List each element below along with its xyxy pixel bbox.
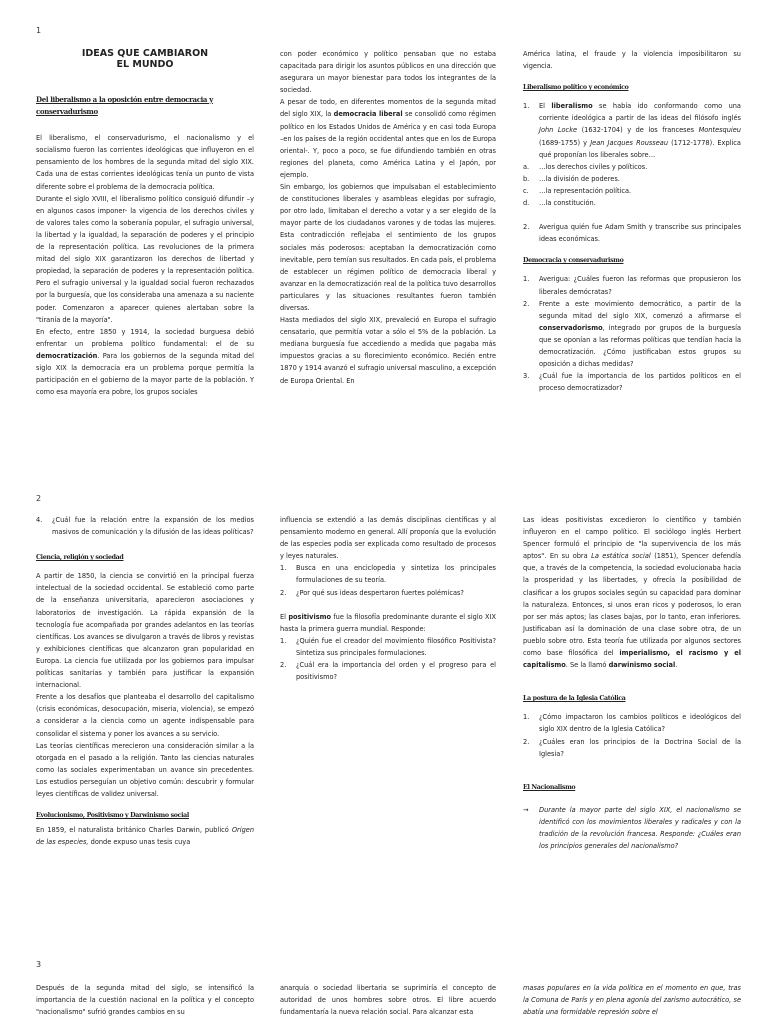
- question-list: [36, 514, 254, 538]
- paragraph: Hasta mediados del siglo XIX, prevaleció en Europa el sufragio censatario, que permitía votar a sólo el 5% de la población. La mediana burguesía fue accediendo a medida que pagaba más impuestos gracias a su florecimiento económico. Recién entre 1870 y 1914 avanzó el sufragio universal masculino, a excepción de Europa Oriental. En: [280, 316, 496, 385]
- text: Frente a este movimiento democrático, a partir de la segunda mitad del siglo XIX, comenzó a afirmarse el: [539, 299, 741, 320]
- list-item: [523, 185, 741, 197]
- question-number: 1.: [523, 275, 530, 284]
- italic-title: La estática social: [591, 552, 651, 561]
- page-title: [36, 48, 254, 70]
- paragraph: El liberalismo, el conservadurismo, el nacionalismo y el socialismo fueron las corrientes ideológicas que influyeron en el pensamiento de los hombres de la segunda mitad del siglo XIX. Cada una de estas corrientes ideológicas tenía un punto de vista diferente sobre el problema de la democracia política.: [36, 134, 254, 191]
- item-letter: d.: [523, 199, 530, 208]
- question-text: Averigua quién fue Adam Smith y transcribe sus principales ideas económicas.: [539, 223, 741, 244]
- section-heading: Evolucionismo, Positivismo y Darwinismo social: [36, 812, 189, 820]
- question: [280, 587, 496, 599]
- paragraph: influencia se extendió a las demás disciplinas científicas y al pensamiento moderno en general. Allí proponía que la evolución de las especies podía ser explicada como resultado de procesos y leyes naturales.: [280, 516, 496, 561]
- item-letter: a.: [523, 162, 530, 171]
- item-text: …los derechos civiles y políticos.: [539, 162, 648, 171]
- paragraph: [36, 824, 254, 848]
- question: [523, 736, 741, 760]
- question-text: ¿Cuál fue la importancia de los partidos políticos en el proceso democratizador?: [539, 372, 741, 393]
- question-number: 3.: [523, 372, 530, 381]
- arrow-icon: →: [523, 805, 529, 814]
- question-number: 1.: [523, 102, 530, 111]
- question-number: 2.: [523, 223, 530, 232]
- question-text: ¿Cómo impactaron los cambios políticos e ideológicos del siglo XIX dentro de la Iglesia Católica?: [539, 713, 741, 734]
- italic-name: Jean Jacques Rousseau: [590, 138, 669, 147]
- question: [523, 370, 741, 394]
- question-text: Busca en una enciclopedia y sintetiza los principales formulaciones de su teoría.: [296, 564, 496, 585]
- text: donde expuso unas tesis cuya: [88, 838, 191, 847]
- paragraph: masas populares en la vida política en el momento en que, tras la Comuna de París y en plena agonía del zarismo autocrático, se abatía una formidable represión sobre el: [523, 984, 741, 1017]
- question: [523, 298, 741, 371]
- italic-title: Origen de las especies,: [36, 826, 254, 847]
- question: [523, 273, 741, 297]
- question-list: [523, 711, 741, 759]
- question-text: Averigua: ¿Cuáles fueron las reformas que propusieron los liberales demócratas?: [539, 275, 741, 296]
- list-item: [523, 197, 741, 209]
- question-number: 1.: [280, 564, 287, 573]
- question-list: [280, 562, 496, 598]
- bold-term: democratización: [36, 351, 98, 360]
- page-number: 1: [36, 26, 42, 35]
- text: (1632-1704) y de los franceses: [577, 126, 699, 135]
- question-text: ¿Cuál fue la relación entre la expansión de los medios masivos de comunicación y la difusión de las ideas políticas?: [52, 516, 254, 537]
- page3-column-2: [280, 982, 496, 1018]
- text: (1851), Spencer defendía que, a través de la competencia, la sociedad evolucionaba hacia la prosperidad y las libertades, y ofrecía la posibilidad de clasificar a los grupos sociales según su capacidad para dominar la naturaleza. Entonces, si unos eran ricos y poderosos, lo eran por ser más aptos; las clases bajas, por lo tanto, eran inferiores. Justificaban así la dominación de una clase sobre otra, de un pueblo sobre otro. Esta teoría fue utilizada por algunos sectores como base filosófica del: [523, 552, 741, 658]
- paragraph: [36, 326, 254, 399]
- question-number: 1.: [523, 713, 530, 722]
- question: [280, 659, 496, 683]
- arrow-text: Durante la mayor parte del siglo XIX, el nacionalismo se identificó con los movimientos liberales y radicales y con la tradición de la revolución francesa. Responde: ¿Cuáles eran los principios generales del nacionalismo?: [539, 805, 741, 851]
- question-list: [523, 273, 741, 394]
- paragraph: Sin embargo, los gobiernos que impulsaban el establecimiento de constituciones liberales y asambleas elegidas por sufragio, por otro lado, limitaban el derecho a votar y a ser elegido de la mayor parte de los ciudadanos varones y de todas las mujeres. Esta contradicción reflejaba el sentimiento de los grupos sociales más poderosos: aceptaban la democratización como inevitable, pero temían sus resultados. En cada país, el problema de establecer un régimen político de democracia liberal y avanzar en la democratización real de la política tuvo desarrollos particulares y las situaciones resultantes fueron también diversas.: [280, 183, 496, 312]
- text: (1712-1778). Explica qué proponían los liberales sobre…: [539, 138, 741, 159]
- page-number: 3: [36, 960, 42, 969]
- list-item: [523, 161, 741, 173]
- italic-name: Montesquieu: [698, 126, 741, 135]
- title-line-2: EL MUNDO: [116, 59, 174, 70]
- text: .: [675, 661, 678, 670]
- question-number: 2.: [280, 661, 287, 670]
- text: En efecto, entre 1850 y 1914, la sociedad burguesa debió enfrentar un problema político fundamental: el de su: [36, 327, 254, 348]
- section-heading: Liberalismo político y económico: [523, 84, 629, 92]
- text: . Para los gobiernos de la segunda mitad del siglo XIX la democracia era un problema porque permitía la participación en el gobierno de la mayor parte de la población. Y como esa mayoría era pobre, los grupos sociales: [36, 351, 254, 397]
- question-number: 1.: [280, 636, 287, 645]
- question-text: ¿Cuál era la importancia del orden y el progreso para el positivismo?: [296, 661, 496, 682]
- bold-term: imperialismo, el racismo y el capitalismo: [523, 649, 741, 670]
- question: [523, 221, 741, 245]
- question: [523, 100, 741, 160]
- title-line-1: IDEAS QUE CAMBIARON: [81, 48, 209, 59]
- paragraph: A partir de 1850, la ciencia se convirtió en la principal fuerza intelectual de la sociedad occidental. Se estableció como parte de la enseñanza universitaria, aparecieron asociaciones y laboratorios de investigación. La rápida expansión de la tecnología fue acompañada por grandes adelantos en las teorías científicas. Los avances se divulgaron a través de libros y revistas y exhibiciones científicas que alcanzaron gran popularidad en Europa. La ciencia fue utilizada por los gobiernos para impulsar políticas sanitarias y también para justificar la expansión internacional.: [36, 572, 254, 690]
- paragraph: América latina, el fraude y la violencia imposibilitaron su vigencia.: [523, 50, 741, 71]
- question-number: 4.: [36, 516, 43, 524]
- paragraph: [280, 611, 496, 635]
- text: se consolidó como régimen político en los Estados Unidos de América y en casi toda Europa –en los países de la región occidental antes que en los de Europa oriental-. Y, poco a poco, se fue difundiendo también en otras regiones del planeta, como América Latina y el Japón, por ejemplo.: [280, 110, 496, 179]
- question: [280, 635, 496, 659]
- paragraph: con poder económico y político pensaban que no estaba capacitada para dirigir los asuntos públicos en una dirección que asegurara un mayor bienestar para todos los integrantes de la sociedad.: [280, 50, 496, 95]
- bold-term: liberalismo: [551, 102, 593, 111]
- question-text: ¿Por qué sus ideas despertaron fuertes polémicas?: [296, 588, 464, 597]
- question-text: ¿Cuáles eran los principios de la Doctrina Social de la Iglesia?: [539, 737, 741, 758]
- paragraph: Las teorías científicas merecieron una consideración similar a la otorgada en el pasado a la religión. Tanto las ciencias naturales como las sociales experimentaban un avance sin precedentes. Los estudios perseguían un objetivo común: descubrir y formular leyes científicas de validez universal.: [36, 741, 254, 798]
- page1-column-2: [280, 48, 496, 387]
- page1-column-1: [36, 48, 254, 398]
- item-text: …la constitución.: [539, 199, 596, 208]
- text: Las ideas positivistas excedieron lo científico y también influyeron en el campo político. El sociólogo inglés Herbert Spencer formuló el principio de "la supervivencia de los más aptos". En su obra: [523, 516, 741, 561]
- page-1: [0, 0, 768, 470]
- question: [36, 514, 254, 538]
- question-number: 2.: [523, 737, 530, 746]
- italic-name: John Locke: [539, 126, 578, 135]
- paragraph: Durante el siglo XVIII, el liberalismo político consiguió difundir –y en algunos casos imponer- la vigencia de los derechos civiles y de valores tales como la soberanía popular, el sufragio universal, la libertad y la igualdad, la separación de poderes y el principio de la representación política. Las revoluciones de la primera mitad del siglo XIX garantizaron los derechos de libertad y propiedad, la separación de poderes y la representación política. Pero el sufragio universal y la igualdad social fueron rechazados por la burguesía, que los consideraba una amenaza a su naciente poder. Comenzaron a aparecer quienes alertaban sobre la "tiranía de la mayoría".: [36, 194, 254, 324]
- section-heading: La postura de la Iglesia Católica: [523, 695, 626, 703]
- text: se había ido conformando como una corriente ideológica a partir de las ideas del filósofo inglés: [539, 102, 741, 123]
- paragraph: [280, 96, 496, 181]
- section-heading: Democracia y conservadurismo: [523, 257, 624, 265]
- item-text: …la representación política.: [539, 186, 632, 195]
- bold-term: positivismo: [288, 612, 332, 621]
- question: [523, 711, 741, 735]
- text: En 1859, el naturalista británico Charles Darwin, publicó: [36, 826, 232, 835]
- question-number: 2.: [523, 299, 530, 308]
- page3-column-3: [523, 982, 741, 1018]
- question-list: [280, 635, 496, 683]
- list-item: [523, 173, 741, 185]
- item-letter: c.: [523, 186, 529, 195]
- bold-term: darwinismo social: [608, 661, 676, 670]
- question-list: [523, 221, 741, 245]
- paragraph: Después de la segunda mitad del siglo, se intensificó la importancia de la cuestión nacional en la política y el concepto "nacionalismo" sufrió grandes cambios en su: [36, 984, 254, 1017]
- item-text: …la división de poderes.: [539, 174, 620, 183]
- text: , integrado por grupos de la burguesía que se oponían a las reformas políticas que tendían hacia la democratización. ¿Cómo justificaban estos grupos su oposición a dichas medidas?: [539, 323, 741, 369]
- section-heading: Del liberalismo a la oposición entre democracia y conservadurismo: [36, 95, 213, 117]
- paragraph: anarquía o sociedad libertaria se suprimiría el concepto de autoridad de unos hombres sobre otros. El libre acuerdo fundamentaría la nueva relación social. Para alcanzar esta: [280, 984, 496, 1017]
- page-3: [0, 956, 768, 1024]
- text: fue la filosofía predominante durante el siglo XIX hasta la primera guerra mundial. Responde:: [280, 612, 496, 633]
- text: A pesar de todo, en diferentes momentos de la segunda mitad del siglo XIX, la: [280, 98, 496, 119]
- page-number: 2: [36, 494, 42, 503]
- section-heading: Ciencia, religión y sociedad: [36, 554, 124, 562]
- bold-term: democracia liberal: [333, 110, 403, 119]
- text: (1689-1755) y: [539, 138, 591, 147]
- page2-column-3: [523, 514, 741, 852]
- question-list: [523, 100, 741, 160]
- item-letter: b.: [523, 174, 530, 183]
- paragraph: [523, 514, 741, 671]
- question: [280, 562, 496, 586]
- text: . Se la llamó: [565, 661, 609, 670]
- page2-column-1: [36, 514, 254, 848]
- page3-column-1: [36, 982, 254, 1018]
- question-number: 2.: [280, 588, 287, 597]
- section-heading: El Nacionalismo: [523, 783, 576, 791]
- page-2: [0, 488, 768, 948]
- page1-column-3: [523, 48, 741, 394]
- question-text: ¿Quién fue el creador del movimiento filosófico Positivista? Sintetiza sus principales formulaciones.: [296, 636, 496, 657]
- page2-column-2: [280, 514, 496, 683]
- sub-list: [523, 161, 741, 209]
- bold-term: conservadorismo: [539, 323, 603, 332]
- paragraph: Frente a los desafíos que planteaba el desarrollo del capitalismo (crisis económicas, desocupación, miseria, violencia), se empezó a considerar a la ciencia como un agente indispensable para consolidar el sistema y poner los avances a su servicio.: [36, 693, 254, 738]
- text: El: [539, 102, 552, 111]
- arrow-item: [523, 804, 741, 852]
- text: El: [280, 612, 289, 621]
